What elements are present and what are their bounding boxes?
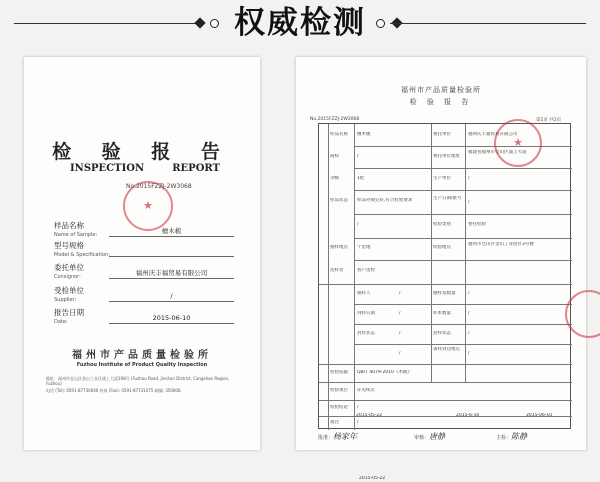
row-value: 委托检验 xyxy=(468,222,486,227)
row-label: 抽样地点 xyxy=(330,245,348,250)
field-date xyxy=(54,307,244,325)
standard-label: 检验依据 xyxy=(330,370,348,375)
report-number: No.2015FZZJ-2W3068 xyxy=(126,183,192,190)
conclusion-label: 检验结论 xyxy=(330,405,348,410)
row-label: 备样到达地点 xyxy=(433,347,460,352)
table-row-line xyxy=(354,238,572,239)
table-row-line xyxy=(354,190,572,191)
row-label: 抽样基数量 xyxy=(433,291,456,296)
row-value: 福建省福州市仓山区浦上大道 xyxy=(468,150,527,155)
institute-contact: 电话 (Tel): 0591-87730040 传真 (Fax): 0591-87731075 邮编: 350008 xyxy=(46,388,181,393)
field-label-en: Date: xyxy=(54,319,68,325)
table-col-line xyxy=(354,124,355,430)
field-label: 样品名称 xyxy=(54,221,84,230)
row-label: 等级 xyxy=(330,176,339,181)
report-page-institute: 福州市产品质量检验所 xyxy=(401,86,481,94)
table-row-line xyxy=(354,260,572,261)
report-page-title: 检 验 报 告 xyxy=(409,98,473,106)
row-label: 检验地点 xyxy=(433,245,451,250)
institute-name: 福州市产品质量检验所 xyxy=(72,350,212,361)
field-consignor xyxy=(54,262,244,280)
row-label: 委托单位 xyxy=(433,132,451,137)
field-model xyxy=(54,240,244,258)
report-page xyxy=(296,57,586,481)
table-row-line xyxy=(354,168,572,169)
row-value: / xyxy=(468,331,470,336)
signature-role: 批准： xyxy=(318,435,334,441)
field-label-en: Model & Specification: xyxy=(54,252,110,258)
signature-approver xyxy=(318,431,357,442)
field-supplier xyxy=(54,285,244,303)
report-page-number: No.2015FZZJ-2W3068 xyxy=(310,117,360,122)
field-label: 型号规格 xyxy=(54,241,84,250)
signature-name: 唐静 xyxy=(429,432,446,441)
signature-reviewer xyxy=(414,431,445,442)
conclusion-value: / xyxy=(357,405,359,410)
field-label: 受检单位 xyxy=(54,286,84,295)
field-label-en: Consignor: xyxy=(54,274,81,280)
red-seal: ★ xyxy=(123,181,173,231)
signature-name: 陈静 xyxy=(511,432,528,441)
row-label: 生产单位 xyxy=(433,176,451,181)
row-value: / xyxy=(468,291,470,296)
row-label: 样品状态 xyxy=(330,198,348,203)
row-label: 商标 xyxy=(330,154,339,159)
institute-address: 地址：福州市仓山区金山工业区浦上大道198号 (Fuzhou Road, Jinshan District, Cangshan Region, Fuzhou) xyxy=(46,376,230,386)
table-row-line xyxy=(319,382,572,383)
institute-name-en: Fuzhou Institute of Product Quality Inspection xyxy=(76,362,208,368)
row-value: 十里地 xyxy=(357,245,371,250)
field-value: 檀木梳 xyxy=(109,227,234,237)
header-diamond-left xyxy=(194,17,205,28)
date-1: 2015-05-22 xyxy=(356,413,383,418)
red-seal: ★ xyxy=(494,119,542,167)
row-value: / xyxy=(357,222,359,227)
field-value xyxy=(109,247,234,257)
row-value: / xyxy=(357,154,359,159)
row-label: 样品名称 xyxy=(330,132,348,137)
row-value: / xyxy=(399,351,401,356)
row-value: 样品外观完好,符合检验要求 xyxy=(357,198,413,203)
report-title: 检 验 报 告 xyxy=(52,141,232,163)
standard-value: QB/T 4079-2010《木梳》 xyxy=(357,370,412,375)
table-row-line xyxy=(319,364,572,365)
row-value: 客户送检 xyxy=(357,268,375,273)
field-value: 福州庆丰福贸易有限公司 xyxy=(109,269,234,279)
row-value: / xyxy=(468,311,470,316)
header-rule-right xyxy=(390,23,586,24)
table-col-line xyxy=(328,124,329,430)
header-dot-right xyxy=(376,19,385,28)
row-label: 委托单位地址 xyxy=(433,154,460,159)
field-label-en: Name of Sample: xyxy=(54,232,98,238)
page-title: 权威检测 xyxy=(234,5,366,41)
row-value: / xyxy=(468,200,470,205)
row-value: / xyxy=(399,291,401,296)
row-label: 送样者 xyxy=(330,268,344,273)
field-label-en: Supplier: xyxy=(54,297,77,303)
row-label: 封样状态 xyxy=(433,331,451,336)
remark-label: 备注 xyxy=(330,420,339,425)
row-label: 样本数量 xyxy=(433,311,451,316)
remark-value: / xyxy=(357,420,359,425)
date-1: 2015-05-22 xyxy=(359,476,386,481)
signature-role: 主检： xyxy=(496,435,512,441)
row-value: / xyxy=(468,176,470,181)
row-label: 检验类别 xyxy=(433,222,451,227)
row-label: 生产日期/批号 xyxy=(433,196,462,201)
header-dot-left xyxy=(210,19,219,28)
table-row-line xyxy=(319,284,572,285)
items-label: 检验项目 xyxy=(330,388,348,393)
field-value: / xyxy=(109,292,234,302)
table-row-line xyxy=(354,324,572,325)
report-title-en-word1: INSPECTION xyxy=(70,163,145,174)
section-header xyxy=(0,0,600,40)
row-value: 福州市仓山区金山工业园区3号楼 xyxy=(468,242,534,247)
report-title-en xyxy=(70,163,220,174)
table-row-line xyxy=(319,400,572,401)
signature-inspector xyxy=(496,431,527,442)
header-rule-left xyxy=(14,23,200,24)
date-3: 2015-06-10 xyxy=(526,413,553,418)
field-value: 2015-06-10 xyxy=(109,314,234,324)
signature-role: 审核： xyxy=(414,435,430,441)
table-row-line xyxy=(354,304,572,305)
row-value: 1把 xyxy=(357,176,365,181)
row-value: / xyxy=(399,311,401,316)
row-label: 封样状态 xyxy=(357,331,375,336)
row-value: / xyxy=(399,331,401,336)
row-label: 抽样人 xyxy=(357,291,371,296)
table-row-line xyxy=(354,214,572,215)
report-cover xyxy=(24,57,260,450)
row-value: 檀木梳 xyxy=(357,132,371,137)
table-row-line xyxy=(354,344,572,345)
row-value: / xyxy=(468,351,470,356)
items-value: 详见续页 xyxy=(357,388,375,393)
field-label: 委托单位 xyxy=(54,263,84,272)
date-2: 2015-6-10 xyxy=(456,413,480,418)
report-page-index: 第1页 共2页 xyxy=(536,118,562,123)
signature-name: 杨家年 xyxy=(333,432,358,441)
report-title-en-word2: REPORT xyxy=(172,163,220,174)
row-value: 福州庆丰福贸易有限公司 xyxy=(468,132,518,137)
row-label: 到样日期 xyxy=(357,311,375,316)
field-label: 报告日期 xyxy=(54,308,84,317)
field-sample-name xyxy=(54,220,244,238)
